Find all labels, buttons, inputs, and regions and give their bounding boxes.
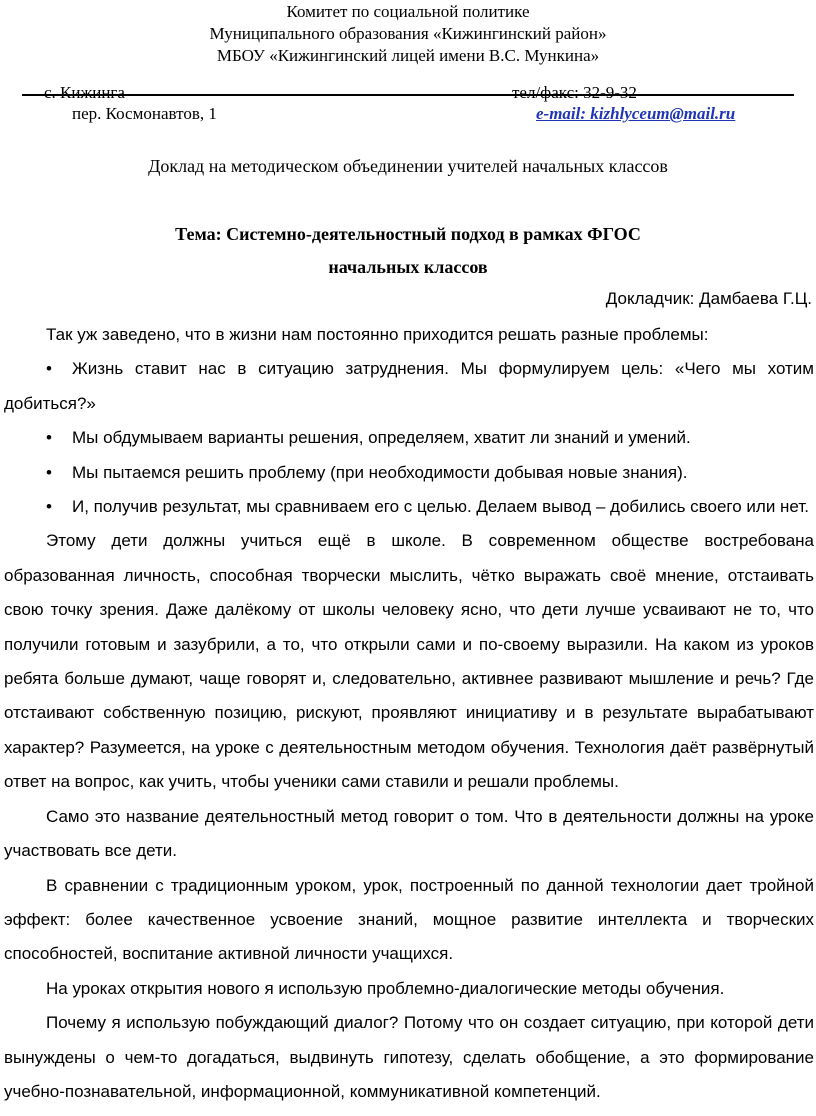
bullet-item-1 bbox=[4, 352, 814, 421]
paragraph-dialog-methods: На уроках открытия нового я использую проблемно-диалогические методы обучения. bbox=[46, 978, 725, 998]
topic-title-line2: начальных классов bbox=[328, 257, 488, 277]
bullet-text: Мы обдумываем варианты решения, определяем, хватит ли знаний и умений. bbox=[72, 428, 691, 448]
bullet-icon: • bbox=[46, 359, 52, 379]
header-committee: Комитет по социальной политике bbox=[286, 2, 530, 21]
bullet-item-2 bbox=[4, 421, 814, 455]
bullet-item-3 bbox=[4, 456, 814, 490]
paragraph-school: Этому дети должны учиться ещё в школе. В современном обществе востребована образованная личность, способная творчески мыслить, чётко выражать своё мнение, отстаивать свою точку зрения. Даже далёкому от школы человеку ясно, что дети лучше усваивают не то, что получили готовым и зазубрили, а то, что открыли сами и по-своему выразили. На каком из уроков ребята больше думают, чаще говорят и, следовательно, активнее развивают мышление и речь? Где отстаивают собственную позицию, рискуют, проявляют инициативу и в результате вырабатывают характер? Разумеется, на уроке с деятельностным методом обучения. Технология даёт развёрнутый ответ на вопрос, как учить, чтобы ученики сами ставили и решали проблемы. bbox=[4, 531, 814, 792]
paragraph-intro: Так уж заведено, что в жизни нам постоянно приходится решать разные проблемы: bbox=[46, 325, 709, 344]
bullet-icon: • bbox=[46, 497, 52, 517]
bullet-icon: • bbox=[46, 462, 52, 482]
report-intro: Доклад на методическом объединении учителей начальных классов bbox=[148, 156, 668, 176]
header-municipality: Муниципального образования «Кижингинский район» bbox=[209, 24, 607, 43]
bullet-text: Жизнь ставит нас в ситуацию затруднения. Мы формулируем цель: «Чего мы хотим добиться?» bbox=[4, 359, 814, 413]
header-school: МБОУ «Кижингинский лицей имени В.С. Мункина» bbox=[216, 46, 600, 65]
topic-title-line1: Тема: Системно-деятельностный подход в рамках ФГОС bbox=[175, 224, 641, 244]
bullet-item-4 bbox=[4, 490, 814, 524]
contact-email-link[interactable]: e-mail: kizhlyceum@mail.ru bbox=[536, 104, 736, 123]
paragraph-why-dialog: Почему я использую побуждающий диалог? Потому что он создает ситуацию, при которой дети вынуждены о чем-то догадаться, выдвинуть гипотезу, сделать обобщение, а это формирование учебно-познавательной, информационной, коммуникативной компетенций. bbox=[4, 1013, 814, 1101]
bullet-text: Мы пытаемся решить проблему (при необходимости добывая новые знания). bbox=[72, 462, 688, 482]
paragraph-triple-effect: В сравнении с традиционным уроком, урок, построенный по данной технологии дает тройной эффект: более качественное усвоение знаний, мощное развитие интеллекта и творческих способностей, воспитание активной личности учащихся. bbox=[4, 875, 814, 964]
contact-phone: тел/факс: 32-9-32 bbox=[512, 83, 637, 102]
bullet-text: И, получив результат, мы сравниваем его с целью. Делаем вывод – добились своего или нет. bbox=[72, 497, 809, 517]
paragraph-method-name: Само это название деятельностный метод говорит о том. Что в деятельности должны на уроке участвовать все дети. bbox=[4, 806, 814, 861]
header-divider bbox=[22, 94, 794, 96]
contact-village: с. Кижинга bbox=[44, 83, 125, 102]
bullet-icon: • bbox=[46, 428, 52, 448]
contact-street: пер. Космонавтов, 1 bbox=[72, 104, 217, 123]
report-body bbox=[4, 318, 814, 1109]
speaker-line: Докладчик: Дамбаева Г.Ц. bbox=[605, 289, 812, 308]
